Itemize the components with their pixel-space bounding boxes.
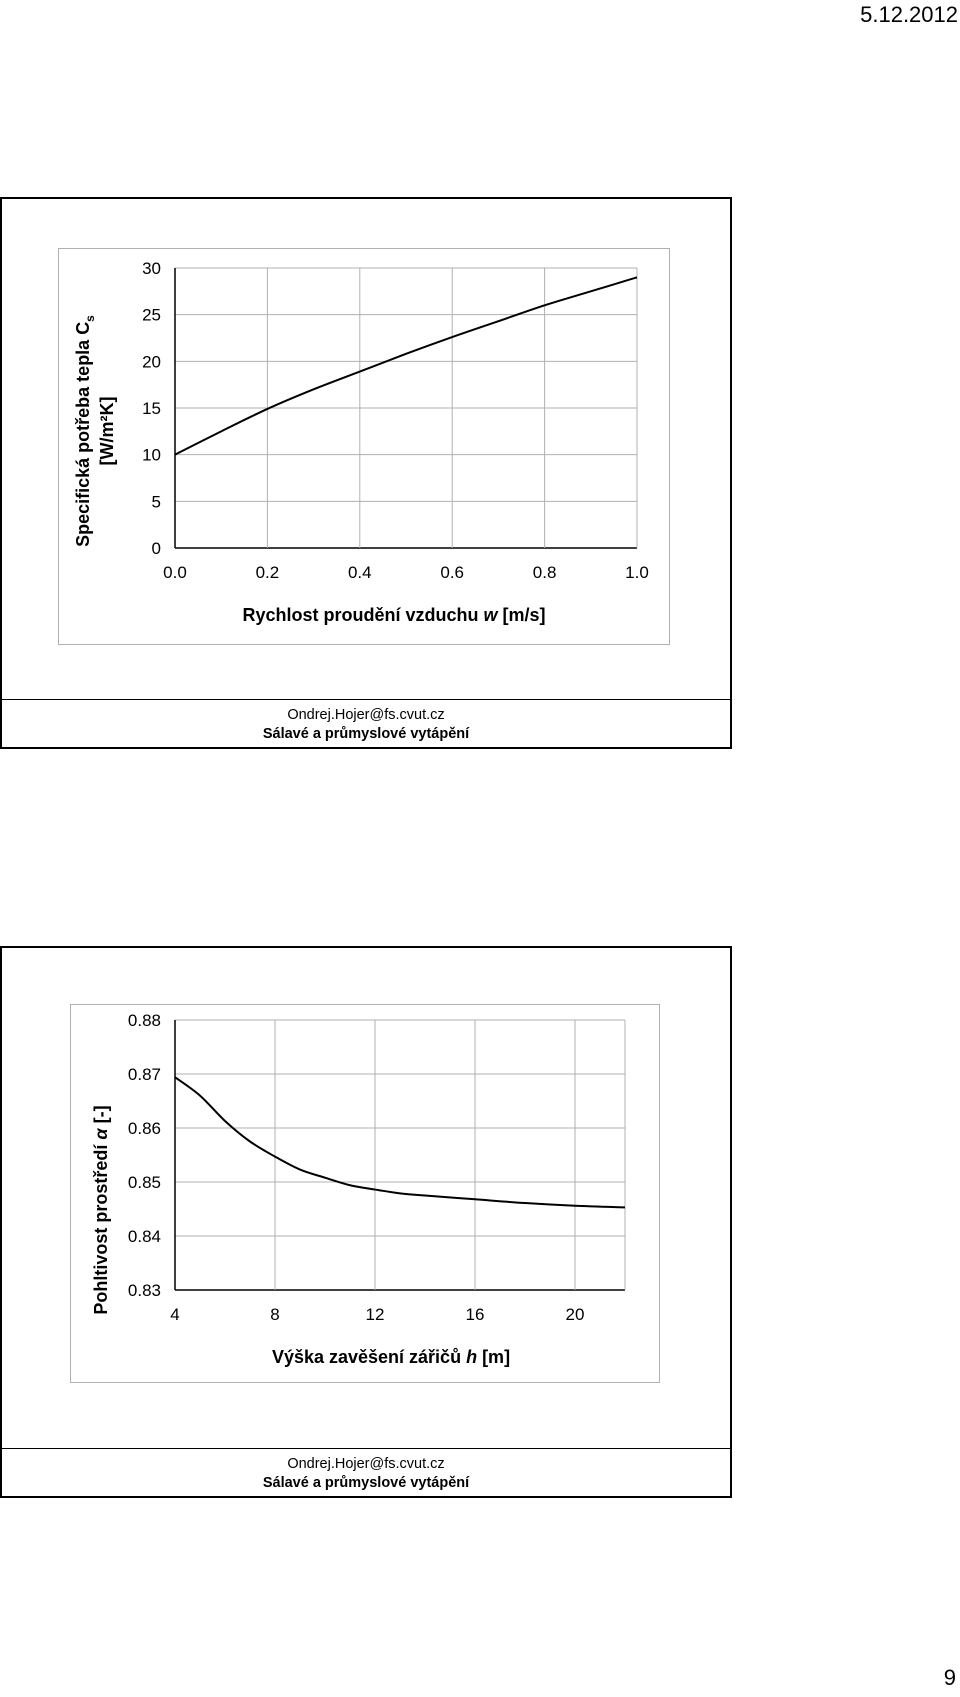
chart-1-ylabel-unit: [W/m²K] (97, 396, 117, 466)
c1-ytick-label: 15 (142, 399, 161, 418)
chart-1-frame (58, 248, 670, 645)
chart-2-series-line (175, 1077, 625, 1207)
slide-2 (0, 946, 732, 1498)
chart-1-xlabel: Rychlost proudění vzduchu w [m/s] (242, 605, 546, 625)
footer-author: Ondrej.Hojer@fs.cvut.cz (287, 707, 445, 723)
c2-xtick-label: 8 (270, 1305, 280, 1324)
chart-2 (71, 1005, 659, 1382)
c2-xtick-label: 16 (465, 1305, 485, 1324)
c1-xtick-label: 0.0 (163, 563, 187, 582)
c2-xtick-label: 4 (170, 1305, 180, 1324)
c1-xtick-label: 0.2 (255, 563, 280, 582)
page-number: 9 (943, 1665, 956, 1690)
chart-2-frame (70, 1004, 660, 1383)
c1-xtick-label: 0.8 (532, 563, 557, 582)
c1-ytick-label: 30 (142, 259, 161, 278)
c2-ytick-label: 0.83 (127, 1281, 161, 1300)
slide-1-footer (2, 699, 730, 747)
slide-2-footer (2, 1448, 730, 1496)
chart-2-ylabel: Pohltivost prostředí α [-] (91, 1105, 111, 1315)
c2-ytick-label: 0.86 (127, 1119, 161, 1138)
c2-xtick-label: 12 (365, 1305, 385, 1324)
slide-1 (0, 197, 732, 749)
footer-author: Ondrej.Hojer@fs.cvut.cz (287, 1456, 445, 1472)
c2-ytick-label: 0.87 (127, 1065, 161, 1084)
c1-ytick-label: 10 (142, 445, 161, 465)
chart-1-ylabel: Specifická potřeba tepla $C_s$ (73, 315, 97, 547)
c1-ytick-label: 5 (151, 492, 161, 512)
c1-ytick-label: 20 (142, 352, 161, 372)
c1-ytick-label: 25 (142, 305, 161, 325)
c1-xtick-label: 0.4 (347, 563, 372, 582)
c2-ytick-label: 0.84 (127, 1227, 161, 1246)
c2-xtick-label: 20 (565, 1305, 585, 1324)
chart-2-xlabel: Výška zavěšení zářičů h [m] (271, 1347, 511, 1367)
chart-1-series-line (175, 277, 637, 454)
footer-course: Sálavé a průmyslové vytápění (262, 1475, 470, 1491)
page-date: 5.12.2012 (860, 2, 958, 27)
c1-xtick-label: 1.0 (625, 563, 649, 582)
c1-ytick-label: 0 (151, 539, 161, 558)
c2-ytick-label: 0.85 (127, 1173, 161, 1192)
c1-xtick-label: 0.6 (440, 563, 465, 582)
c2-ytick-label: 0.88 (127, 1011, 161, 1030)
footer-course: Sálavé a průmyslové vytápění (262, 726, 470, 742)
chart-1 (59, 249, 669, 644)
